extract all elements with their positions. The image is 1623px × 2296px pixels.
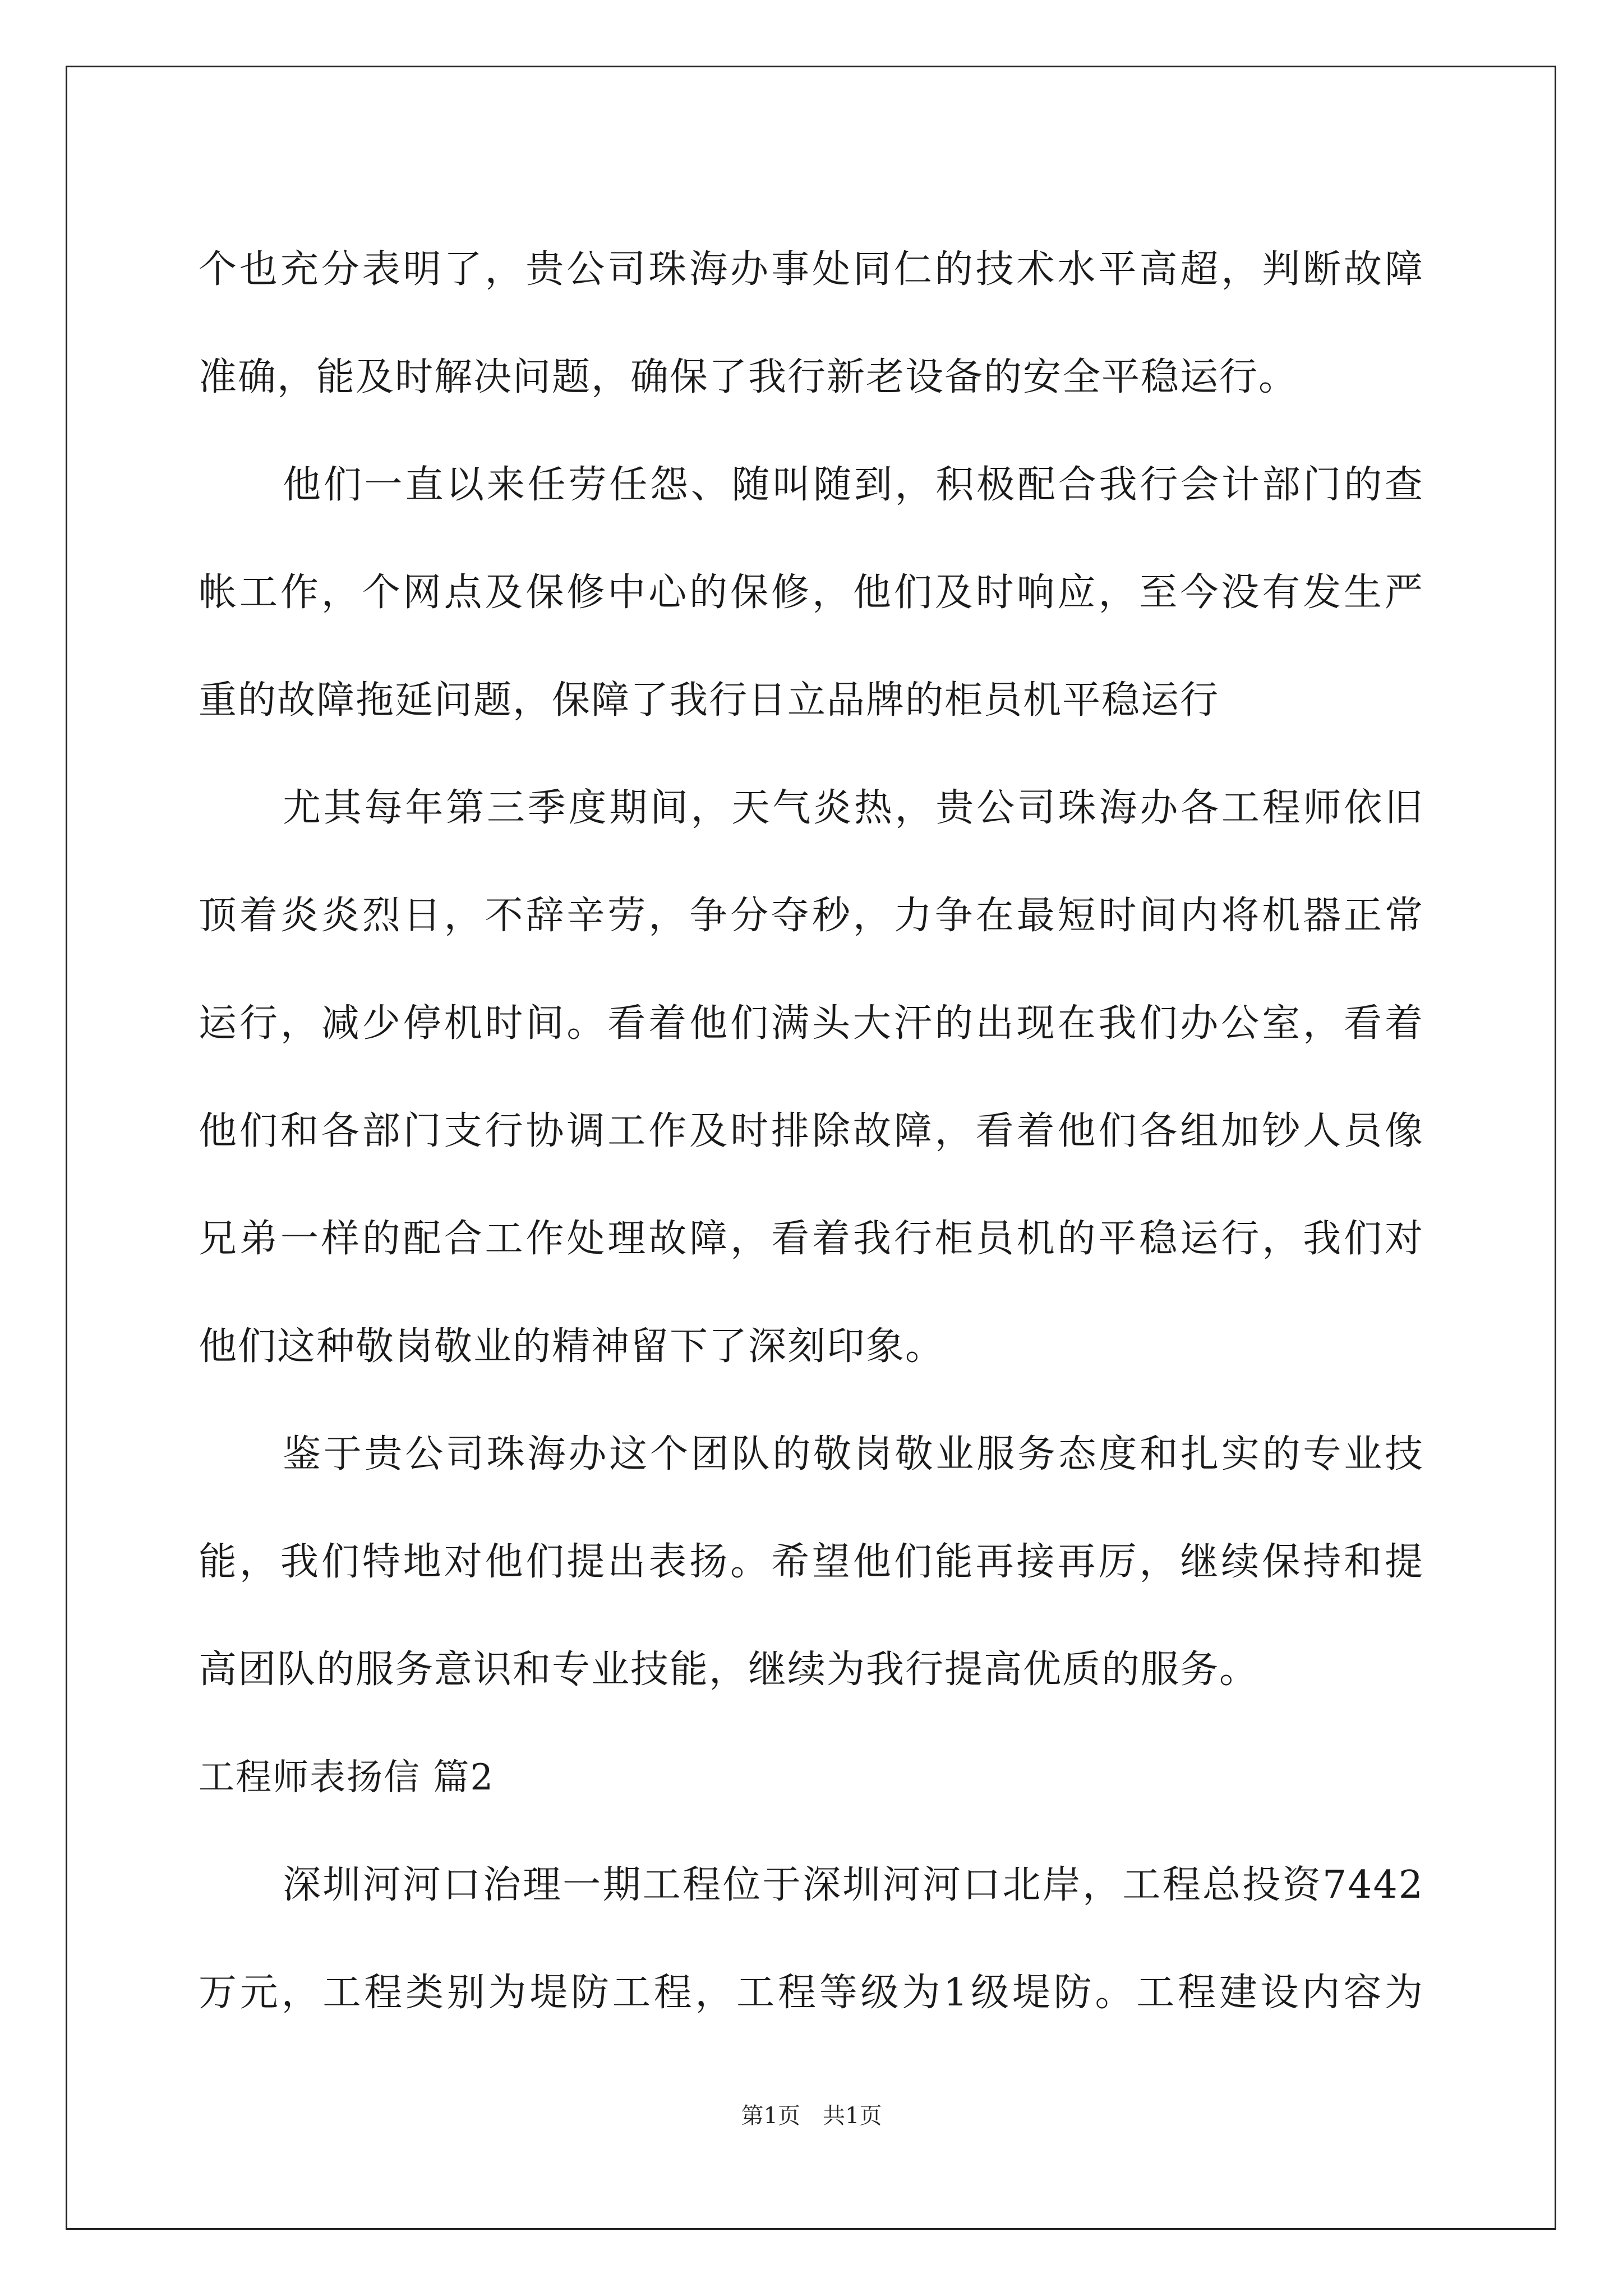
text-line: 兄弟一样的配合工作处理故障，看着我行柜员机的平稳运行，我们对 (199, 1217, 1424, 1261)
paragraph-4 (199, 1401, 1424, 1724)
text-line: 高团队的服务意识和专业技能，继续为我行提高优质的服务。 (199, 1648, 1259, 1692)
text-line: 他们和各部门支行协调工作及时排除故障，看着他们各组加钞人员像 (199, 1109, 1424, 1153)
text-line: 他们一直以来任劳任怨、随叫随到，积极配合我行会计部门的查 (283, 463, 1424, 507)
text-line: 深圳河河口治理一期工程位于深圳河河口北岸，工程总投资7442 (283, 1863, 1424, 1907)
text-line: 运行，减少停机时间。看着他们满头大汗的出现在我们办公室，看着 (199, 1001, 1424, 1046)
section-heading: 工程师表扬信 篇2 (199, 1757, 495, 1798)
document-body (199, 216, 1424, 2047)
text-line: 重的故障拖延问题，保障了我行日立品牌的柜员机平稳运行 (199, 678, 1220, 723)
page-number-footer: 第1页 共1页 (741, 2103, 882, 2129)
text-line: 万元，工程类别为堤防工程，工程等级为1级堤防。工程建设内容为 (199, 1971, 1424, 2015)
text-line: 他们这种敬岗敬业的精神留下了深刻印象。 (199, 1324, 945, 1369)
text-line: 个也充分表明了，贵公司珠海办事处同仁的技术水平高超，判断故障 (199, 247, 1424, 292)
paragraph-3 (199, 754, 1424, 1401)
paragraph-1 (199, 216, 1424, 431)
paragraph-2 (199, 431, 1424, 754)
text-line: 鉴于贵公司珠海办这个团队的敬岗敬业服务态度和扎实的专业技 (283, 1432, 1424, 1476)
text-line: 准确，能及时解决问题，确保了我行新老设备的安全平稳运行。 (199, 355, 1298, 399)
text-line: 帐工作，个网点及保修中心的保修，他们及时响应，至今没有发生严 (199, 570, 1424, 615)
text-line: 顶着炎炎烈日，不辞辛劳，争分夺秒，力争在最短时间内将机器正常 (199, 894, 1424, 938)
paragraph-5 (199, 1832, 1424, 2047)
text-line: 尤其每年第三季度期间，天气炎热，贵公司珠海办各工程师依旧 (283, 786, 1424, 830)
text-line: 能，我们特地对他们提出表扬。希望他们能再接再厉，继续保持和提 (199, 1540, 1424, 1584)
